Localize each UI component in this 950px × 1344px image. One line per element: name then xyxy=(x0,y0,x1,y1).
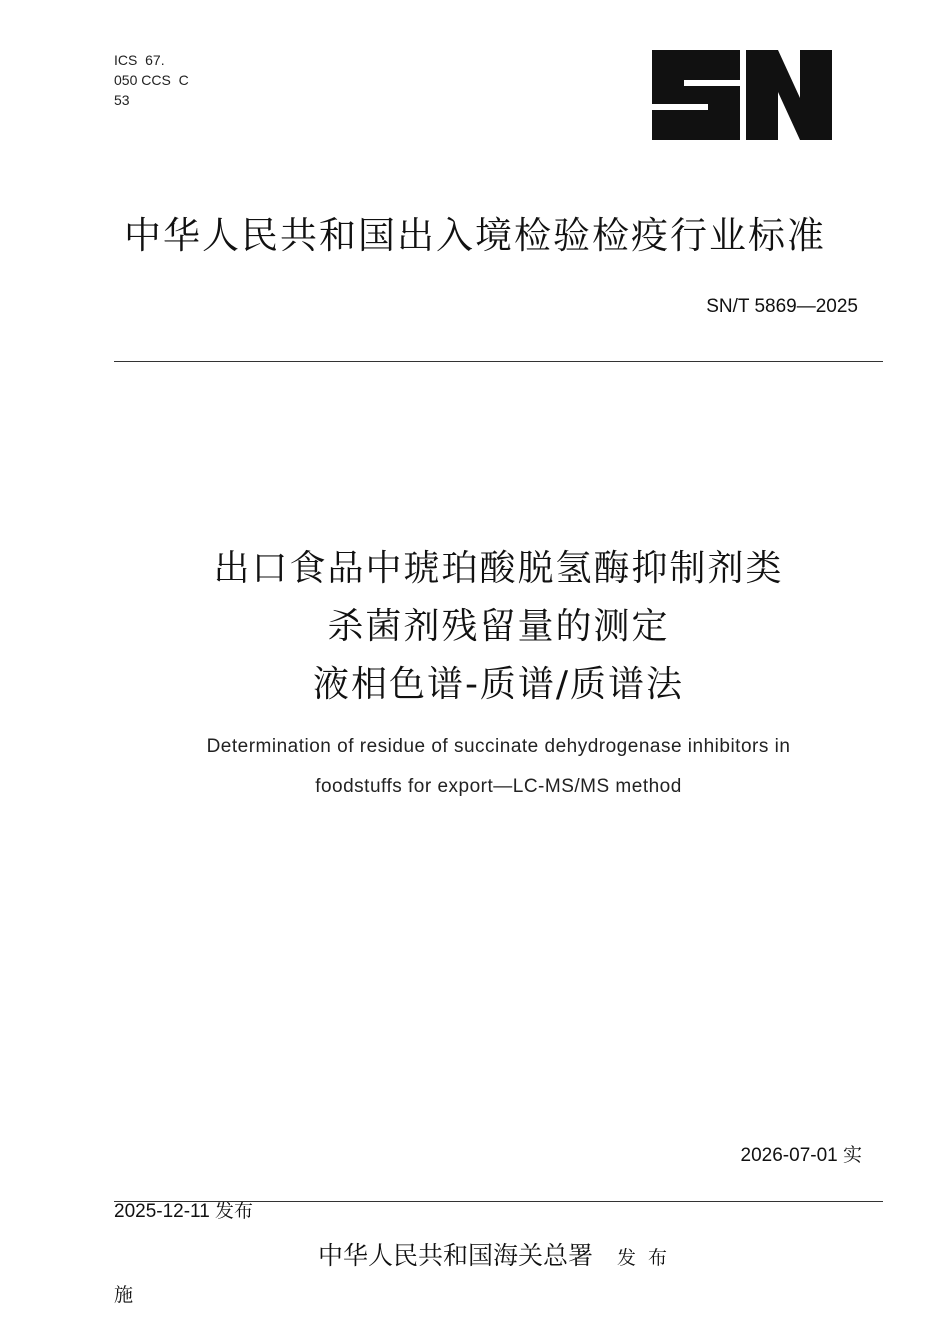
english-title-line-2: foodstuffs for export—LC-MS/MS method xyxy=(315,776,682,797)
classification-line-2: 050 CCS C xyxy=(114,72,189,88)
implementation-date: 2026-07-01 实 xyxy=(740,1145,862,1166)
agency-standard-title: 中华人民共和国出入境检验检疫行业标准 xyxy=(124,214,826,257)
chinese-title-line-3: 液相色谱-质谱/质谱法 xyxy=(312,664,685,705)
classification-line-3: 53 xyxy=(114,92,130,108)
classification-line-1: ICS 67. xyxy=(114,52,165,68)
publisher-name: 中华人民共和国海关总署 xyxy=(317,1241,593,1270)
chinese-title-line-1: 出口食品中琥珀酸脱氢酶抑制剂类 xyxy=(213,548,784,589)
sn-logo xyxy=(648,46,836,144)
standard-number: SN/T 5869—2025 xyxy=(706,296,858,317)
english-title-line-1: Determination of residue of succinate dehydrogenase inhibitors in xyxy=(206,736,791,757)
chinese-title-line-2: 杀菌剂残留量的测定 xyxy=(327,606,670,647)
footer-divider xyxy=(114,1201,883,1202)
sn-logo-letter-s xyxy=(652,50,740,140)
issue-date-line-1: 2025-12-11 发布 xyxy=(114,1201,254,1222)
publisher-suffix: 发布 xyxy=(617,1247,680,1269)
publisher xyxy=(114,1236,883,1272)
ics-ccs-classification xyxy=(114,50,189,110)
sn-logo-letter-n xyxy=(746,50,832,140)
header-divider xyxy=(114,361,883,362)
issue-date-line-2: 施 xyxy=(114,1285,134,1306)
